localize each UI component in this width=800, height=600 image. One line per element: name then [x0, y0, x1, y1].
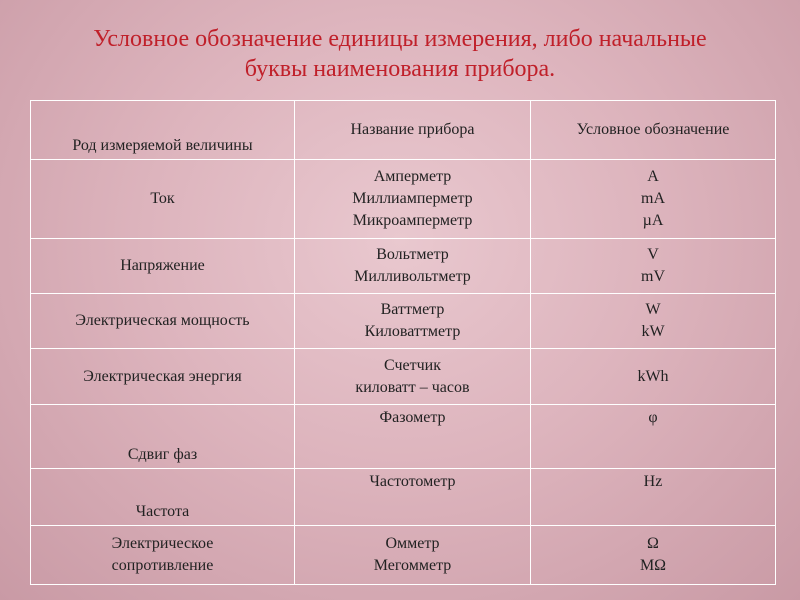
title-line-2: буквы наименования прибора.: [244, 56, 556, 82]
device-cell: [295, 526, 531, 585]
title-line-1: Условное обозначение единицы измерения, либо начальные: [93, 26, 707, 52]
symbol-text: kW: [641, 323, 665, 340]
symbol-cell: [531, 349, 776, 405]
quantity-text: Сдвиг фаз: [127, 446, 198, 463]
symbol-cell: [531, 239, 776, 294]
table-row: [31, 469, 776, 526]
units-table: [30, 100, 776, 585]
quantity-cell: [31, 405, 295, 469]
device-cell: [295, 469, 531, 526]
quantity-text: Электрическая мощность: [75, 312, 250, 329]
device-cell: [295, 349, 531, 405]
quantity-text: Электрическое: [111, 535, 214, 552]
device-text: Милливольтметр: [354, 268, 471, 285]
symbol-text: W: [645, 301, 661, 318]
symbol-text: kWh: [637, 367, 669, 385]
quantity-text: Напряжение: [120, 257, 205, 274]
symbol-cell: [531, 160, 776, 239]
quantity-text: Электрическая энергия: [83, 367, 242, 385]
symbol-text: mA: [641, 190, 665, 207]
table-row: [31, 160, 776, 239]
symbol-cell: [531, 294, 776, 349]
device-cell: [295, 160, 531, 239]
device-text: Омметр: [385, 535, 440, 552]
table-row: [31, 405, 776, 469]
device-text: Счетчик: [384, 356, 441, 374]
quantity-text: Частота: [135, 503, 190, 520]
table-row: [31, 294, 776, 349]
symbol-cell: [531, 405, 776, 469]
device-text: Мегомметр: [373, 557, 452, 574]
table-header-row: [31, 101, 776, 160]
device-text: киловатт – часов: [355, 378, 470, 396]
slide-title: [40, 24, 760, 84]
device-text: Фазометр: [379, 409, 446, 426]
device-text: Вольтметр: [376, 246, 449, 263]
symbol-text: φ: [648, 409, 658, 426]
device-text: Киловаттметр: [364, 323, 461, 340]
symbol-text: mV: [641, 268, 665, 285]
device-text: Микроамперметр: [352, 212, 473, 229]
header-quantity: Род измеряемой величины: [31, 101, 295, 160]
quantity-cell: [31, 469, 295, 526]
quantity-text: сопротивление: [111, 557, 214, 574]
symbol-text: MΩ: [639, 557, 667, 574]
header-symbol: Условное обозначение: [531, 101, 776, 160]
symbol-text: Hz: [643, 473, 663, 490]
quantity-text: Ток: [150, 190, 175, 207]
table-row: [31, 349, 776, 405]
symbol-cell: [531, 526, 776, 585]
symbol-cell: [531, 469, 776, 526]
table-row: [31, 526, 776, 585]
device-cell: [295, 294, 531, 349]
header-device: Название прибора: [295, 101, 531, 160]
quantity-cell: [31, 294, 295, 349]
table-row: [31, 239, 776, 294]
symbol-text: A: [647, 168, 659, 185]
quantity-cell: [31, 160, 295, 239]
device-text: Частотометр: [369, 473, 456, 490]
symbol-text: V: [647, 246, 659, 263]
device-text: Амперметр: [373, 168, 452, 185]
symbol-text: µA: [642, 212, 664, 229]
device-text: Миллиамперметр: [352, 190, 473, 207]
quantity-cell: [31, 526, 295, 585]
device-cell: [295, 239, 531, 294]
quantity-cell: [31, 239, 295, 294]
quantity-cell: [31, 349, 295, 405]
device-text: Ваттметр: [380, 301, 445, 318]
symbol-text: Ω: [647, 535, 659, 552]
device-cell: [295, 405, 531, 469]
